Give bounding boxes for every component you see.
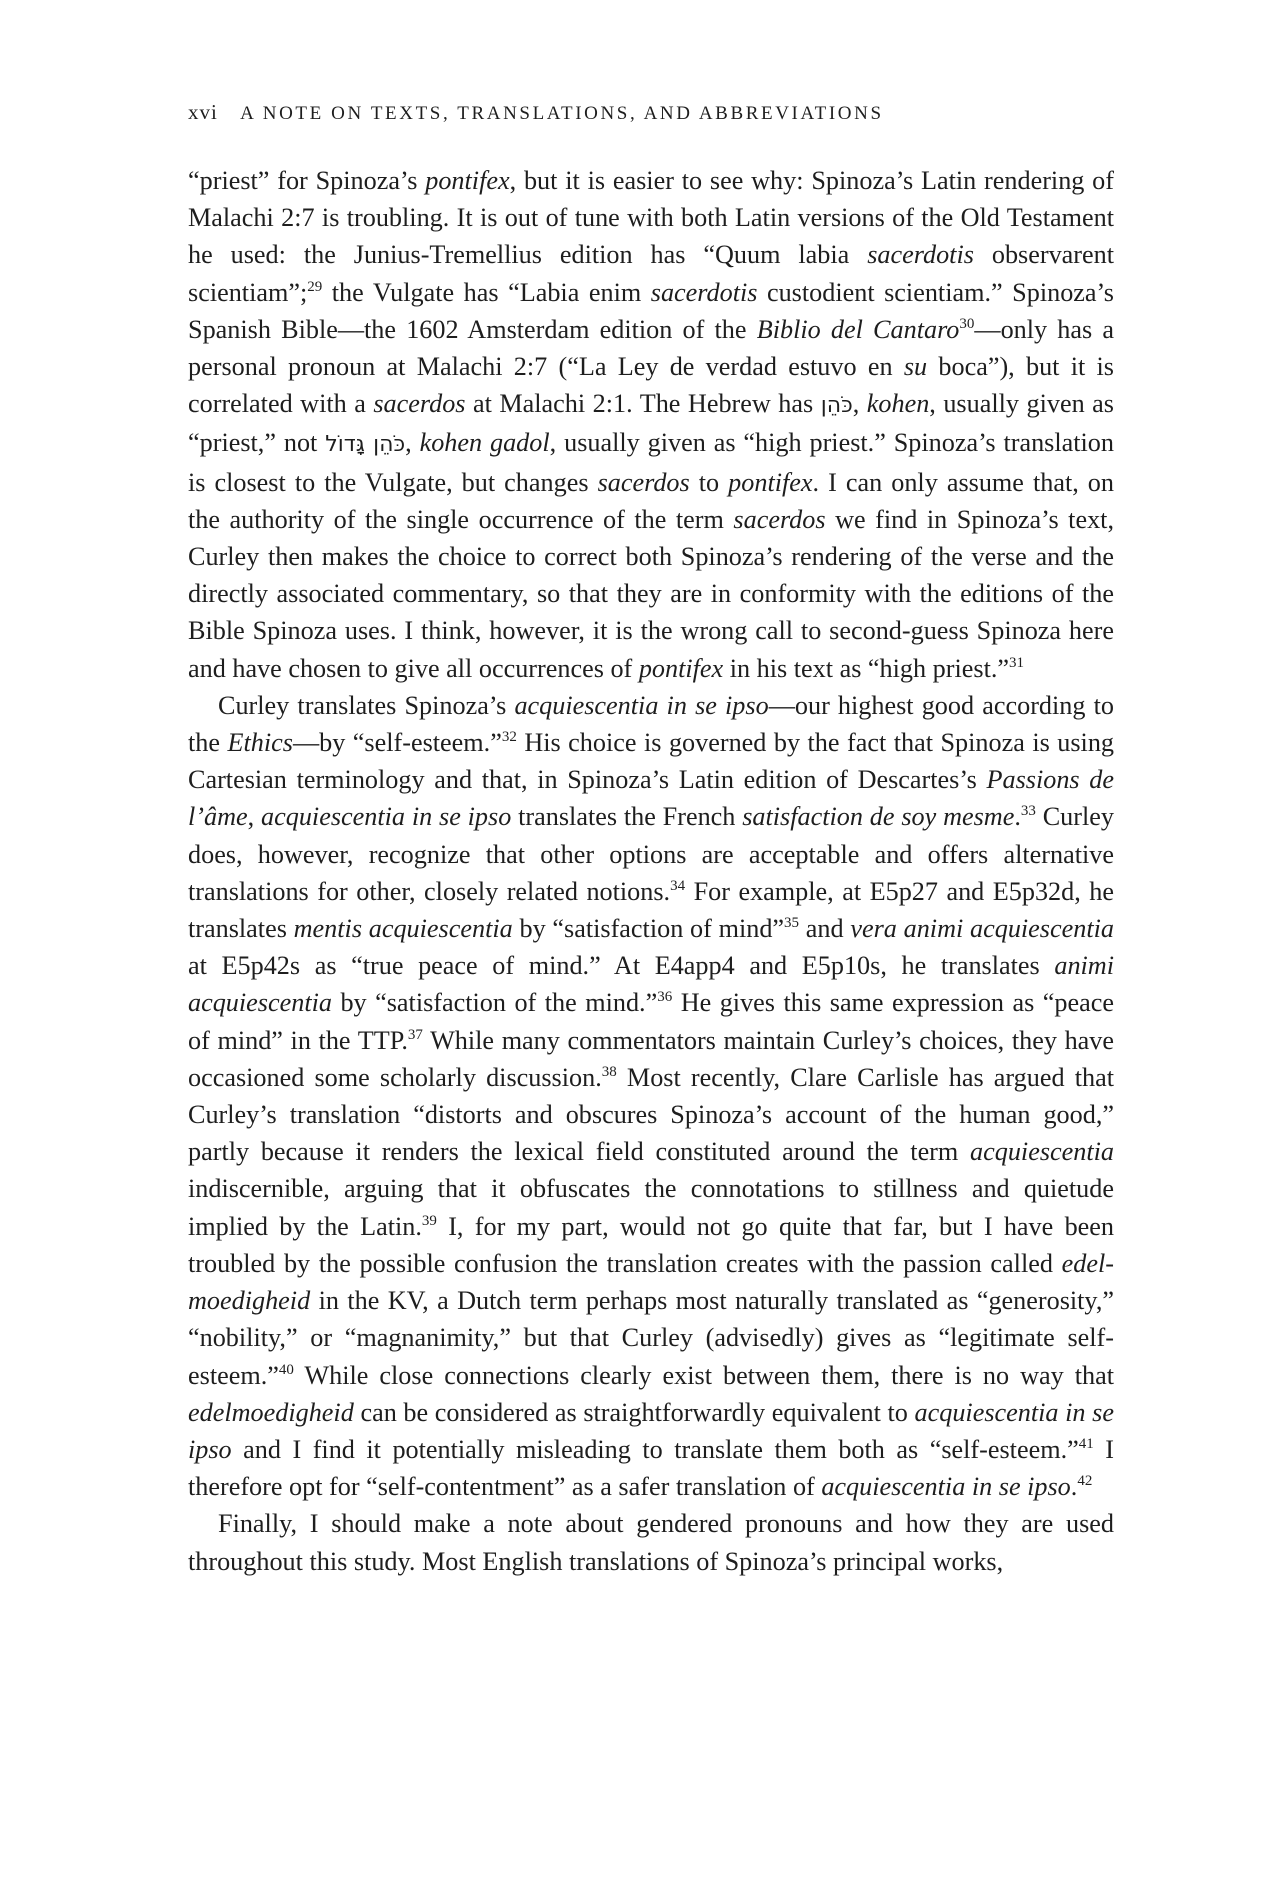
- text-run: by “satisfaction of mind”: [512, 914, 785, 944]
- text-run: —only has a personal pronoun at Malachi 2:7 (“La Ley de verdad estuvo en: [188, 314, 1115, 382]
- page-number: xvi: [188, 100, 218, 124]
- text-run: —our highest good according to the: [188, 690, 1114, 758]
- italic-term: vera animi acquiescentia: [850, 914, 1114, 944]
- paragraph: [188, 162, 1114, 687]
- text-run: ,: [405, 428, 420, 458]
- text-run: we find in Spinoza’s text, Curley then makes the choice to correct both Spinoza’s rendering of the verse and the directly associated commentary, so that they are in conformity with the editions of the Bible Spinoza uses. I think, however, it is the wrong call to second-guess Spinoza here and have chosen to give all occurrences of: [188, 504, 1114, 683]
- footnote-ref: 41: [1078, 1435, 1094, 1452]
- italic-term: su: [903, 352, 928, 382]
- italic-term: Ethics: [227, 728, 293, 758]
- text-run: in the KV, a Dutch term perhaps most naturally translated as “generosity,” “nobility,” or “magnanimity,” but that Curley (advisedly) gives as “legitimate self-esteem.”: [188, 1286, 1114, 1390]
- italic-term: pontifex: [425, 166, 510, 195]
- text-run: Curley does, however, recognize that other options are acceptable and offers alternative translations for other, closely related notions.: [188, 802, 1114, 906]
- italic-term: Passions de l’âme: [188, 765, 1114, 832]
- text-run: I therefore opt for “self-contentment” as a safer translation of: [188, 1434, 1114, 1502]
- italic-term: acquiescentia in se ipso: [821, 1472, 1071, 1502]
- footnote-ref: 39: [421, 1212, 437, 1229]
- text-run: indiscernible, arguing that it obfuscates the connotations to stillness and quietude implied by the Latin.: [188, 1174, 1114, 1241]
- running-title: A NOTE ON TEXTS, TRANSLATIONS, AND ABBREVIATIONS: [240, 103, 884, 124]
- text-run: the Vulgate has “Labia enim: [322, 277, 651, 307]
- italic-term: sacerdotis: [867, 240, 974, 270]
- italic-term: edelmoedigheid: [188, 1248, 1114, 1316]
- paragraph: [188, 687, 1114, 1505]
- paragraph: [188, 1505, 1114, 1579]
- text-run: , but it is easier to see why: Spinoza’s Latin rendering of Malachi 2:7 is troubling. It is out of tune with both Latin versions of the Old Testament he used: the Junius-Tremellius edition has “Quum labia: [188, 166, 1115, 270]
- text-run: ,: [852, 389, 867, 419]
- text-run: His choice is governed by the fact that Spinoza is using Cartesian terminology and that, in Spinoza’s Latin edition of Descartes’s: [188, 728, 1115, 795]
- text-run: at Malachi 2:1. The Hebrew has: [465, 389, 821, 419]
- italic-term: acquiescentia: [970, 1137, 1114, 1167]
- text-run: to: [689, 467, 729, 497]
- text-run: can be considered as straightforwardly equivalent to: [353, 1397, 915, 1427]
- italic-term: kohen: [866, 389, 930, 419]
- footnote-ref: 38: [601, 1063, 617, 1080]
- italic-term: pontifex: [728, 467, 813, 497]
- footnote-ref: 31: [1009, 654, 1025, 671]
- italic-term: kohen gadol: [419, 428, 550, 458]
- footnote-ref: 37: [407, 1026, 423, 1043]
- text-run: I, for my part, would not go quite that far, but I have been troubled by the possible confusion the translation creates with the passion called: [188, 1211, 1115, 1278]
- footnote-ref: 29: [307, 278, 323, 295]
- hebrew-term: כֹּהֵן גָּדוֹל: [325, 432, 406, 458]
- text-run: and I find it potentially misleading to translate them both as “self-esteem.”: [231, 1434, 1079, 1464]
- text-run: While many commentators maintain Curley’s choices, they have occasioned some scholarly discussion.: [188, 1025, 1114, 1092]
- text-run: Most recently, Clare Carlisle has argued that Curley’s translation “distorts and obscures Spinoza’s account of the human good,” partly because it renders the lexical field constituted around the term: [188, 1062, 1114, 1167]
- text-run: He gives this same expression as “peace of mind” in the TTP.: [188, 988, 1114, 1055]
- text-run: observarent scientiam”;: [188, 240, 1115, 307]
- text-run: “priest” for Spinoza’s: [188, 166, 426, 195]
- footnote-ref: 30: [959, 315, 975, 332]
- text-run: at E5p42s as “true peace of mind.” At E4app4 and E5p10s, he translates: [188, 951, 1055, 981]
- text-run: . I can only assume that, on the authority of the single occurrence of the term: [188, 467, 1114, 534]
- italic-term: sacerdotis: [650, 277, 758, 307]
- italic-term: acquiescentia in se ipso: [261, 802, 512, 832]
- text-run: , usually given as “priest,” not: [188, 389, 1114, 458]
- italic-term: sacerdos: [373, 389, 466, 419]
- text-run: by “satisfaction of the mind.”: [331, 988, 658, 1018]
- text-run: boca”), but it is correlated with a: [188, 352, 1114, 419]
- italic-term: pontifex: [638, 653, 724, 683]
- text-run: translates the French: [511, 802, 743, 832]
- italic-term: sacerdos: [733, 504, 826, 534]
- italic-term: acquiescentia in se ipso: [188, 1397, 1114, 1464]
- footnote-ref: 33: [1020, 803, 1036, 820]
- text-run: While close connections clearly exist between them, there is no way that: [293, 1360, 1114, 1390]
- footnote-ref: 35: [784, 915, 800, 932]
- footnote-ref: 32: [501, 729, 517, 746]
- text-run: ,: [247, 802, 262, 832]
- italic-term: edelmoedigheid: [188, 1397, 354, 1427]
- italic-term: acquiescentia in se ipso: [514, 690, 769, 720]
- text-run: and: [799, 914, 851, 944]
- text-run: Finally, I should make a note about gendered pronouns and how they are used throughout this study. Most English translations of Spinoza’s principal works,: [188, 1509, 1114, 1576]
- text-run: .: [1070, 1472, 1078, 1502]
- italic-term: sacerdos: [597, 467, 690, 497]
- body-text: [188, 162, 1114, 1580]
- italic-term: mentis acquiescentia: [293, 914, 513, 944]
- text-run: For example, at E5p27 and E5p32d, he translates: [188, 876, 1114, 944]
- running-head: [188, 100, 1118, 125]
- text-run: in his text as “high priest.”: [723, 653, 1010, 683]
- footnote-ref: 42: [1077, 1473, 1093, 1490]
- text-run: .: [1014, 802, 1021, 832]
- italic-term: Biblio del Cantaro: [756, 314, 960, 344]
- hebrew-term: כֹּהֵן: [820, 393, 853, 419]
- text-run: Curley translates Spinoza’s: [218, 690, 515, 720]
- footnote-ref: 36: [657, 989, 673, 1006]
- italic-term: satisfaction de soy mesme: [742, 802, 1015, 832]
- footnote-ref: 40: [278, 1361, 294, 1378]
- text-run: custodient scientiam.” Spinoza’s Spanish Bible—the 1602 Amsterdam edition of the: [188, 277, 1114, 344]
- text-run: , usually given as “high priest.” Spinoza’s translation is closest to the Vulgate, but changes: [188, 428, 1114, 497]
- italic-term: animi acquiescentia: [188, 951, 1114, 1018]
- text-run: —by “self-esteem.”: [292, 728, 502, 758]
- footnote-ref: 34: [670, 877, 686, 894]
